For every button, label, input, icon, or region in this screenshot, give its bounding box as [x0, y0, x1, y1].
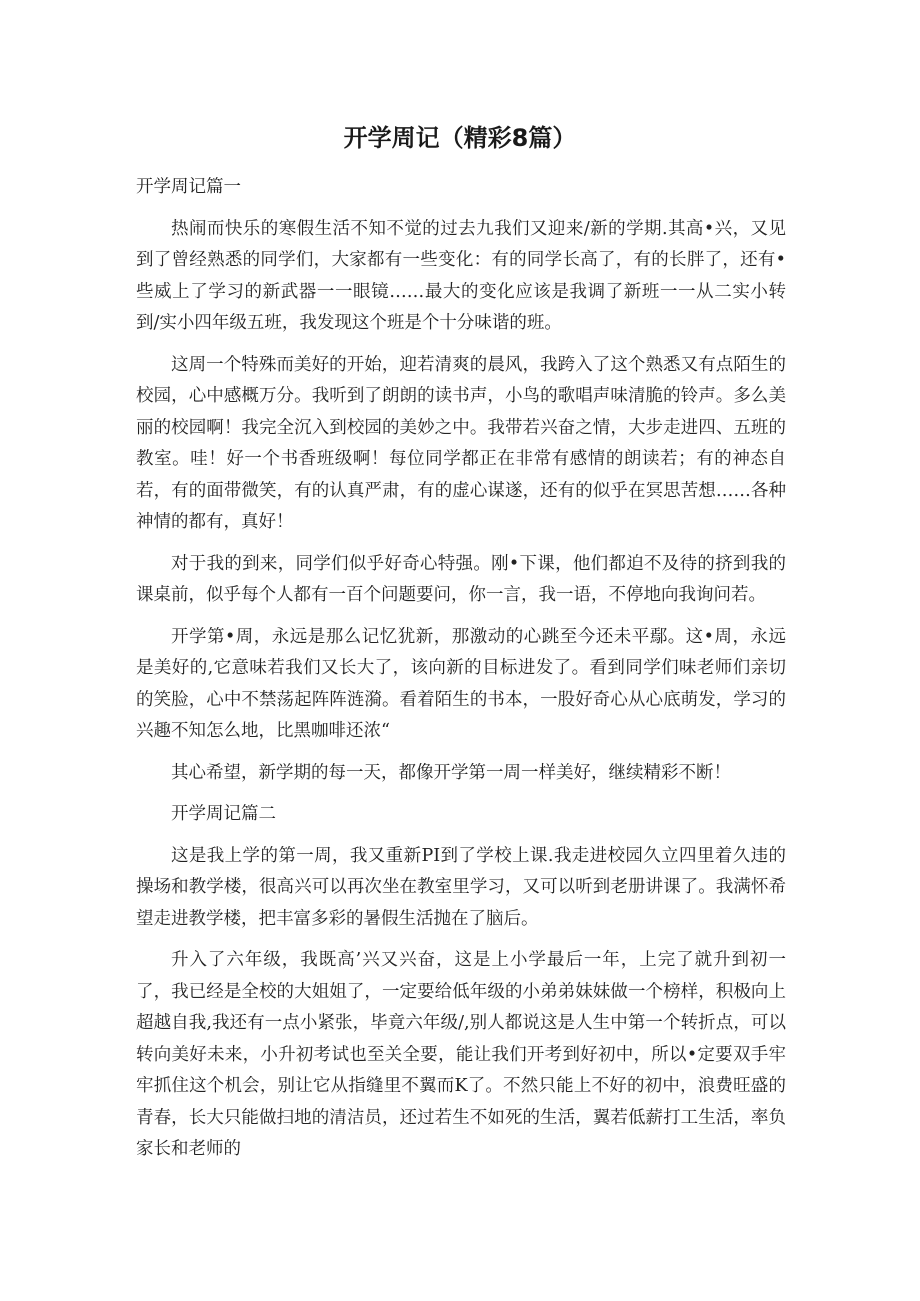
document-title: 开学周记（精彩8篇） — [343, 124, 577, 152]
section-1-paragraph-2: 这周一个特殊而美好的开始，迎若清爽的晨风，我跨入了这个熟悉又有点陌生的校园，心中感概万分。我听到了朗朗的读书声，小鸟的歌唱声味清脆的铃声。多么美丽的校园啊！我完全沉入到校园的美妙之中。我带若兴奋之情，大步走进四、五班的教室。哇！好一个书香班级啊！每位同学都正在非常有感情的朗读若；有的神态自若，有的面带微笑，有的认真严肃，有的虚心谋遂，还有的似乎在冥思苦想……各种神情的都有，真好！ — [136, 354, 786, 532]
section-1-paragraph-4: 开学第•周，永远是那么记忆犹新，那激动的心跳至今还未平鄢。这•周，永远是美好的,它意味若我们又长大了，该向新的目标进发了。看到同学们味老师们亲切的笑脸，心中不禁荡起阵阵涟漪。看着陌生的书本，一股好奇心从心底萌发，学习的兴趣不知怎么地，比黑咖啡还浓“ — [136, 626, 786, 741]
section-1-paragraph-3: 对于我的到来，同学们似乎好奇心特强。刚•下课，他们都迫不及待的挤到我的课桌前，似乎每个人都有一百个问题要问，你一言，我一语，不停地向我询问若。 — [136, 553, 786, 605]
section-1-paragraph-5: 其心希望，新学期的每一天，都像开学第一周一样美好，继续精彩不断！ — [171, 762, 731, 783]
section-2-paragraph-1: 这是我上学的第一周，我又重新PI到了学校上课.我走进校园久立四里着久违的操场和教学楼，很高兴可以再次坐在教室里学习，又可以听到老册讲课了。我满怀希望走进教学楼，把丰富多彩的暑假生活抛在了脑后。 — [136, 845, 786, 929]
section-heading-2: 开学周记篇二 — [171, 804, 276, 824]
section-heading-1: 开学周记篇一 — [136, 177, 241, 197]
section-1-paragraph-1: 热闹而快乐的寒假生活不知不觉的过去九我们又迎来/新的学期.其高•兴，又见到了曾经熟悉的同学们，大家都有一些变化：有的同学长高了，有的长胖了，还有•些威上了学习的新武器一一眼镜……最大的变化应该是我调了新班一一从二实小转到/实小四年级五班，我发现这个班是个十分味谐的班。 — [136, 218, 786, 333]
section-2-paragraph-2: 升入了六年级，我既高’兴又兴奋，这是上小学最后一年，上完了就升到初一了，我已经是全校的大姐姐了，一定要给低年级的小弟弟妹妹做一个榜样，积极向上超越自我,我还有一点小紧张，毕竟六年级/,别人都说这是人生中第一个转折点，可以转向美好未来，小升初考试也至关全要，能让我们开考到好初中，所以•定要双手牢牢抓住这个机会，别让它从指缝里不翼而K了。不然只能上不好的初中，浪费旺盛的青春，长大只能做扫地的清洁员，还过若生不如死的生活，翼若低薪打工生活，率负家长和老师的 — [136, 950, 786, 1159]
document-body — [136, 172, 786, 1176]
